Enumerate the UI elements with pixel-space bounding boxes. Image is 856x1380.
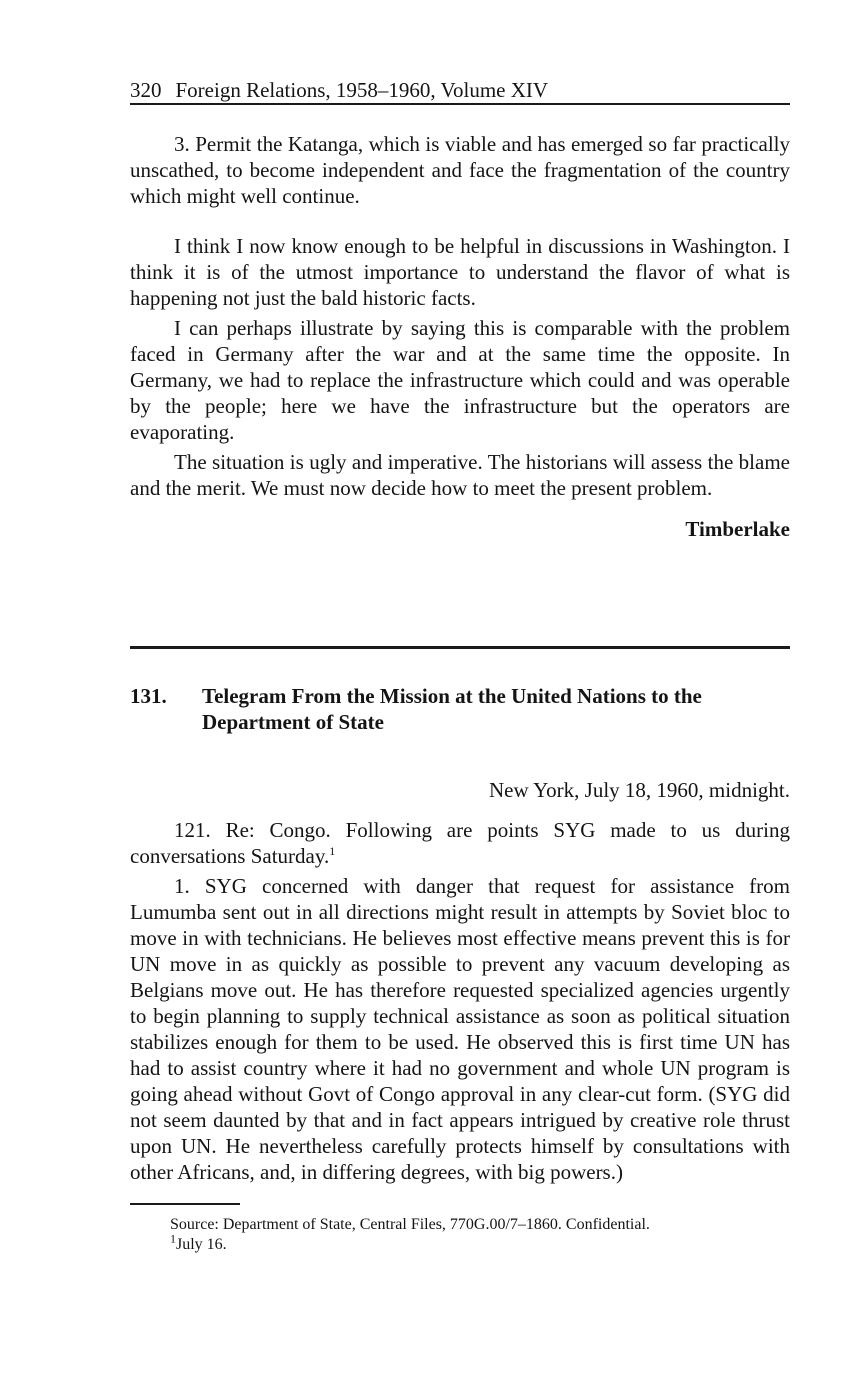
section-divider	[130, 646, 790, 649]
document-page	[130, 78, 790, 1255]
paragraph-point-3: 3. Permit the Katanga, which is viable and has emerged so far practically unscathed, to become independent and face the fragmentation of the country which might well continue.	[130, 132, 790, 208]
re-congo-text: 121. Re: Congo. Following are points SYG made to us during conversations Saturday.	[130, 818, 790, 868]
paragraph-situation: The situation is ugly and imperative. The historians will assess the blame and the merit. We must now decide how to meet the present problem.	[130, 450, 790, 500]
footnote-ref-1: 1	[329, 844, 336, 858]
signature: Timberlake	[685, 517, 790, 541]
dateline: New York, July 18, 1960, midnight.	[488, 778, 790, 802]
volume-title: Foreign Relations, 1958–1960, Volume XIV	[175, 78, 549, 102]
footnote-1-marker: 1	[170, 1231, 176, 1246]
footnote-divider	[130, 1203, 240, 1205]
paragraph-washington: I think I now know enough to be helpful in discussions in Washington. I think it is of the utmost importance to understand the flavor of what is happening not just the bald historic facts.	[130, 234, 790, 310]
document-number: 131.	[130, 684, 167, 708]
footnote-1	[170, 1231, 790, 1255]
paragraph-re-congo	[130, 817, 790, 869]
document-title: Telegram From the Mission at the United Nations to the Department of State	[202, 684, 702, 734]
footnote-source: Source: Department of State, Central Files, 770G.00/7–1860. Confidential.	[170, 1216, 650, 1233]
running-head	[130, 78, 790, 105]
footnote-1-text: July 16.	[176, 1236, 227, 1253]
paragraph-germany: I can perhaps illustrate by saying this is comparable with the problem faced in Germany after the war and at the same time the opposite. In Germany, we had to replace the infrastructure which could and was operable by the people; here we have the infrastructure but the operators are evaporating.	[130, 316, 790, 444]
footnotes	[130, 1215, 790, 1255]
document-heading	[130, 683, 790, 735]
paragraph-point-1: 1. SYG concerned with danger that request for assistance from Lumumba sent out in all directions might result in attempts by Soviet bloc to move in with technicians. He believes most effective means prevent this is for UN move in as quickly as possible to prevent any vacuum developing as Belgians move out. He has therefore requested specialized agencies urgently to begin planning to supply technical assistance as soon as political situation stabilizes enough for them to be used. He observed this is first time UN has had to assist country where it had no government and whole UN program is going ahead without Govt of Congo approval in any clear-cut form. (SYG did not seem daunted by that and in fact appears intrigued by creative role thrust upon UN. He nevertheless carefully protects himself by consultations with other Africans, and, in differing degrees, with big powers.)	[130, 874, 790, 1184]
page-number: 320	[130, 78, 162, 102]
